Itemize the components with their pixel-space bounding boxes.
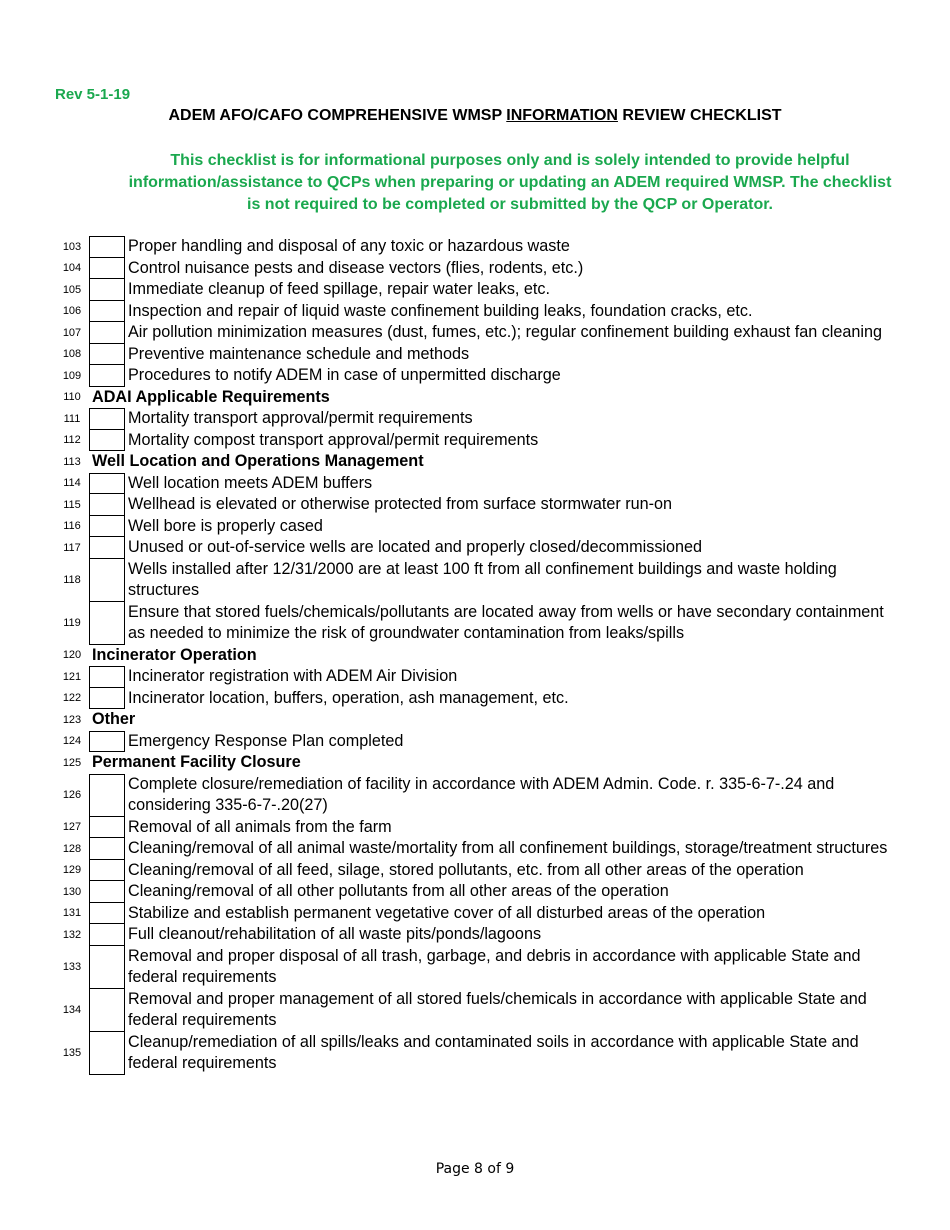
item-text: Cleaning/removal of all feed, silage, stored pollutants, etc. from all other areas of the operation <box>128 860 804 879</box>
page-number: Page 8 of 9 <box>435 1161 515 1177</box>
section-heading: Well Location and Operations Management <box>92 452 424 470</box>
row-number: 108 <box>62 348 82 361</box>
checkbox[interactable] <box>89 408 125 430</box>
row-number: 129 <box>62 864 82 877</box>
section-heading-row <box>55 709 905 731</box>
row-number: 109 <box>62 369 82 382</box>
section-heading: Incinerator Operation <box>92 645 257 664</box>
checklist-row <box>55 838 905 860</box>
row-number: 130 <box>62 885 82 898</box>
row-number: 120 <box>62 649 82 662</box>
checkbox[interactable] <box>89 688 125 710</box>
item-text: Unused or out-of-service wells are located and properly closed/decommissioned <box>128 538 703 556</box>
item-text: Preventive maintenance schedule and methods <box>128 344 470 363</box>
checklist-row <box>55 301 905 323</box>
checkbox[interactable] <box>89 946 125 989</box>
row-number: 124 <box>62 735 82 748</box>
checkbox[interactable] <box>89 430 125 452</box>
row-number: 113 <box>63 455 81 468</box>
checklist-row <box>55 516 905 538</box>
row-number: 121 <box>62 670 82 683</box>
row-number: 103 <box>62 240 82 253</box>
item-text: Removal of all animals from the farm <box>128 817 392 836</box>
checklist-row <box>55 731 905 753</box>
row-number: 119 <box>63 617 81 629</box>
row-number: 105 <box>62 283 82 296</box>
row-number: 132 <box>62 928 82 941</box>
checkbox[interactable] <box>89 774 125 817</box>
item-text: Control nuisance pests and disease vectors (flies, rodents, etc.) <box>128 258 584 277</box>
section-heading: Other <box>92 710 136 728</box>
section-heading: ADAI Applicable Requirements <box>92 387 330 406</box>
checkbox[interactable] <box>89 903 125 925</box>
checklist-row <box>55 989 905 1032</box>
checkbox[interactable] <box>89 860 125 882</box>
checkbox[interactable] <box>89 537 125 559</box>
row-number: 106 <box>62 305 82 318</box>
row-number: 127 <box>62 821 82 834</box>
row-number: 118 <box>63 574 81 586</box>
item-text: Well bore is properly cased <box>128 516 323 535</box>
checkbox[interactable] <box>89 881 125 903</box>
checkbox[interactable] <box>89 731 125 753</box>
row-number: 112 <box>63 434 81 447</box>
revision-label: Rev 5-1-19 <box>55 86 131 103</box>
checkbox[interactable] <box>89 1032 125 1075</box>
row-number: 111 <box>63 412 81 425</box>
row-number: 125 <box>62 756 82 769</box>
checkbox[interactable] <box>89 344 125 366</box>
checklist-row <box>55 365 905 387</box>
item-text: Incinerator location, buffers, operation, ash management, etc. <box>128 688 569 707</box>
item-text: Cleaning/removal of all other pollutants from all other areas of the operation <box>128 882 669 900</box>
item-text: Stabilize and establish permanent vegetative cover of all disturbed areas of the operation <box>128 903 766 922</box>
item-text: Removal and proper disposal of all trash, garbage, and debris in accordance with applicable State and federal requirements <box>128 946 861 986</box>
row-number: 131 <box>62 907 82 920</box>
checklist-row <box>55 602 905 645</box>
checkbox[interactable] <box>89 322 125 344</box>
checklist-row <box>55 903 905 925</box>
item-text: Wells installed after 12/31/2000 are at least 100 ft from all confinement buildings and waste holding structures <box>128 559 837 599</box>
checklist-row <box>55 430 905 452</box>
checklist-row <box>55 258 905 280</box>
item-text: Cleaning/removal of all animal waste/mortality from all confinement buildings, storage/treatment structures <box>128 839 888 857</box>
checklist-row <box>55 1032 905 1075</box>
section-heading-row <box>55 752 905 774</box>
row-number: 114 <box>63 477 81 490</box>
item-text: Emergency Response Plan completed <box>128 731 404 750</box>
row-number: 126 <box>62 789 82 801</box>
checklist-row <box>55 817 905 839</box>
informational-note: This checklist is for informational purposes only and is solely intended to provide helpful information/assistance to QCPs when preparing or updating an ADEM required WMSP. The checklist is not required to be completed or submitted by the QCP or Operator. <box>128 152 892 213</box>
item-text: Wellhead is elevated or otherwise protected from surface stormwater run-on <box>128 495 673 513</box>
checklist-row <box>55 860 905 882</box>
checkbox[interactable] <box>89 817 125 839</box>
checkbox[interactable] <box>89 989 125 1032</box>
checklist-row <box>55 344 905 366</box>
checklist-row <box>55 322 905 344</box>
section-heading-row <box>55 387 905 409</box>
row-number: 135 <box>62 1047 82 1059</box>
row-number: 123 <box>62 713 82 726</box>
checklist-row <box>55 279 905 301</box>
item-text: Mortality compost transport approval/permit requirements <box>128 430 539 449</box>
item-text: Ensure that stored fuels/chemicals/pollutants are located away from wells or have secondary containment as needed to minimize the risk of groundwater contamination from leaks/spills <box>128 602 884 642</box>
page-title: ADEM AFO/CAFO COMPREHENSIVE WMSP INFORMATION REVIEW CHECKLIST <box>168 107 782 124</box>
checkbox[interactable] <box>89 258 125 280</box>
checklist <box>55 236 905 1075</box>
item-text: Procedures to notify ADEM in case of unpermitted discharge <box>128 366 561 384</box>
checklist-row <box>55 559 905 602</box>
section-heading: Permanent Facility Closure <box>92 753 301 771</box>
title-underlined-word: INFORMATION <box>506 107 618 124</box>
checkbox[interactable] <box>89 559 125 602</box>
checklist-row <box>55 666 905 688</box>
checklist-row <box>55 946 905 989</box>
item-text: Mortality transport approval/permit requirements <box>128 409 473 427</box>
item-text: Proper handling and disposal of any toxic or hazardous waste <box>128 237 570 255</box>
row-number: 134 <box>62 1004 82 1016</box>
item-text: Air pollution minimization measures (dust, fumes, etc.); regular confinement building exhaust fan cleaning <box>128 323 882 341</box>
item-text: Immediate cleanup of feed spillage, repair water leaks, etc. <box>128 280 550 298</box>
checklist-row <box>55 408 905 430</box>
row-number: 116 <box>63 520 81 533</box>
checklist-row <box>55 236 905 258</box>
item-text: Complete closure/remediation of facility in accordance with ADEM Admin. Code. r. 335-6-7-.24 and considering 335-6-7-.20(27) <box>128 774 835 814</box>
checkbox[interactable] <box>89 924 125 946</box>
checkbox[interactable] <box>89 301 125 323</box>
checklist-row <box>55 537 905 559</box>
item-text: Cleanup/remediation of all spills/leaks and contaminated soils in accordance with applicable State and federal requirements <box>128 1032 859 1072</box>
checklist-row <box>55 473 905 495</box>
checklist-row <box>55 774 905 817</box>
row-number: 115 <box>63 498 81 511</box>
checkbox[interactable] <box>89 236 125 258</box>
row-number: 110 <box>63 391 81 404</box>
checkbox[interactable] <box>89 838 125 860</box>
checkbox[interactable] <box>89 473 125 495</box>
item-text: Incinerator registration with ADEM Air Division <box>128 667 458 685</box>
item-text: Inspection and repair of liquid waste confinement building leaks, foundation cracks, etc. <box>128 301 753 320</box>
row-number: 133 <box>62 961 82 973</box>
checklist-row <box>55 688 905 710</box>
checklist-row <box>55 494 905 516</box>
item-text: Well location meets ADEM buffers <box>128 473 373 492</box>
checkbox[interactable] <box>89 365 125 387</box>
section-heading-row <box>55 645 905 667</box>
checklist-row <box>55 924 905 946</box>
item-text: Full cleanout/rehabilitation of all waste pits/ponds/lagoons <box>128 925 542 943</box>
row-number: 107 <box>62 326 82 339</box>
checkbox[interactable] <box>89 279 125 301</box>
checklist-row <box>55 881 905 903</box>
section-heading-row <box>55 451 905 473</box>
row-number: 122 <box>62 692 82 705</box>
checkbox[interactable] <box>89 494 125 516</box>
row-number: 104 <box>62 262 82 275</box>
row-number: 117 <box>63 541 81 554</box>
checkbox[interactable] <box>89 602 125 645</box>
row-number: 128 <box>62 842 82 855</box>
item-text: Removal and proper management of all stored fuels/chemicals in accordance with applicable State and federal requirements <box>128 989 867 1029</box>
checkbox[interactable] <box>89 516 125 538</box>
checkbox[interactable] <box>89 666 125 688</box>
